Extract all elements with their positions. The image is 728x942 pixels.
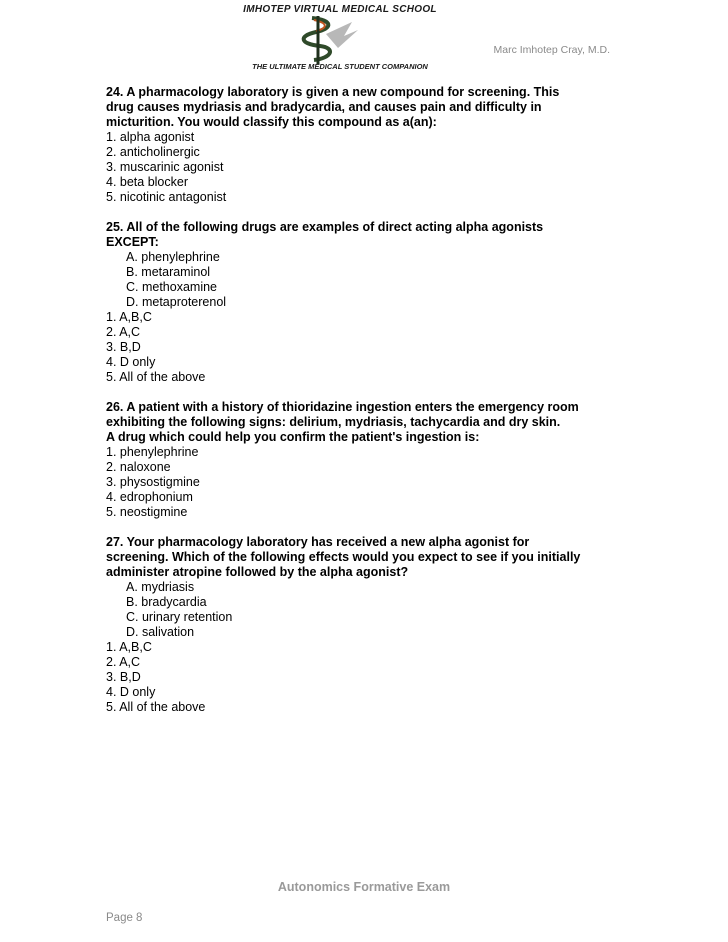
lettered-item: B. bradycardia xyxy=(126,595,207,609)
answer-option: 1. phenylephrine xyxy=(106,445,199,459)
answer-option: 2. A,C xyxy=(106,325,141,339)
answer-option: 5. All of the above xyxy=(106,370,206,384)
lettered-item: B. metaraminol xyxy=(126,265,211,279)
footer-title: Autonomics Formative Exam xyxy=(277,880,451,894)
answer-option: 4. beta blocker xyxy=(106,175,188,189)
lettered-item: D. metaproterenol xyxy=(126,295,227,309)
question-1 xyxy=(106,85,626,205)
answer-option: 2. anticholinergic xyxy=(106,145,200,159)
question-4 xyxy=(106,535,626,715)
stem-line: 24. A pharmacology laboratory is given a new compound for screening. This xyxy=(106,85,560,99)
question-2 xyxy=(106,220,626,385)
answer-option: 3. B,D xyxy=(106,340,141,354)
answer-option: 1. A,B,C xyxy=(106,310,152,324)
stem-line: drug causes mydriasis and bradycardia, and causes pain and difficulty in xyxy=(106,100,542,114)
answer-option: 3. B,D xyxy=(106,670,141,684)
question-stem xyxy=(106,535,626,580)
answer-option: 1. alpha agonist xyxy=(106,130,195,144)
logo-title: IMHOTEP VIRTUAL MEDICAL SCHOOL xyxy=(243,4,437,15)
stem-line: exhibiting the following signs: delirium, mydriasis, tachycardia and dry skin. xyxy=(106,415,561,429)
lettered-item: C. urinary retention xyxy=(126,610,233,624)
question-stem xyxy=(106,220,626,250)
lettered-item: A. phenylephrine xyxy=(126,250,220,264)
answer-option: 3. physostigmine xyxy=(106,475,200,489)
answer-option: 2. A,C xyxy=(106,655,141,669)
question-list xyxy=(106,85,626,730)
caduceus-logo-icon xyxy=(292,14,362,64)
answer-option: 4. edrophonium xyxy=(106,490,193,504)
stem-line: EXCEPT: xyxy=(106,235,159,249)
question-stem xyxy=(106,400,626,445)
stem-line: 27. Your pharmacology laboratory has received a new alpha agonist for xyxy=(106,535,530,549)
lettered-item: C. methoxamine xyxy=(126,280,218,294)
stem-line: 25. All of the following drugs are examples of direct acting alpha agonists xyxy=(106,220,544,234)
answer-option: 2. naloxone xyxy=(106,460,171,474)
stem-line: micturition. You would classify this compound as a(an): xyxy=(106,115,437,129)
answer-option: 4. D only xyxy=(106,355,156,369)
page-header xyxy=(0,0,728,80)
answer-option: 5. neostigmine xyxy=(106,505,188,519)
stem-line: screening. Which of the following effects would you expect to see if you initially xyxy=(106,550,581,564)
answer-option: 5. nicotinic antagonist xyxy=(106,190,227,204)
answer-option: 3. muscarinic agonist xyxy=(106,160,224,174)
lettered-item: A. mydriasis xyxy=(126,580,195,594)
answer-option: 1. A,B,C xyxy=(106,640,152,654)
stem-line: A drug which could help you confirm the patient's ingestion is: xyxy=(106,430,480,444)
answer-option: 5. All of the above xyxy=(106,700,206,714)
answer-option: 4. D only xyxy=(106,685,156,699)
page-number: Page 8 xyxy=(106,912,143,924)
lettered-item: D. salivation xyxy=(126,625,195,639)
question-stem xyxy=(106,85,626,130)
question-3 xyxy=(106,400,626,520)
stem-line: administer atropine followed by the alpha agonist? xyxy=(106,565,409,579)
stem-line: 26. A patient with a history of thioridazine ingestion enters the emergency room xyxy=(106,400,579,414)
logo-tagline: THE ULTIMATE MEDICAL STUDENT COMPANION xyxy=(252,62,428,71)
author-name: Marc Imhotep Cray, M.D. xyxy=(493,44,610,56)
